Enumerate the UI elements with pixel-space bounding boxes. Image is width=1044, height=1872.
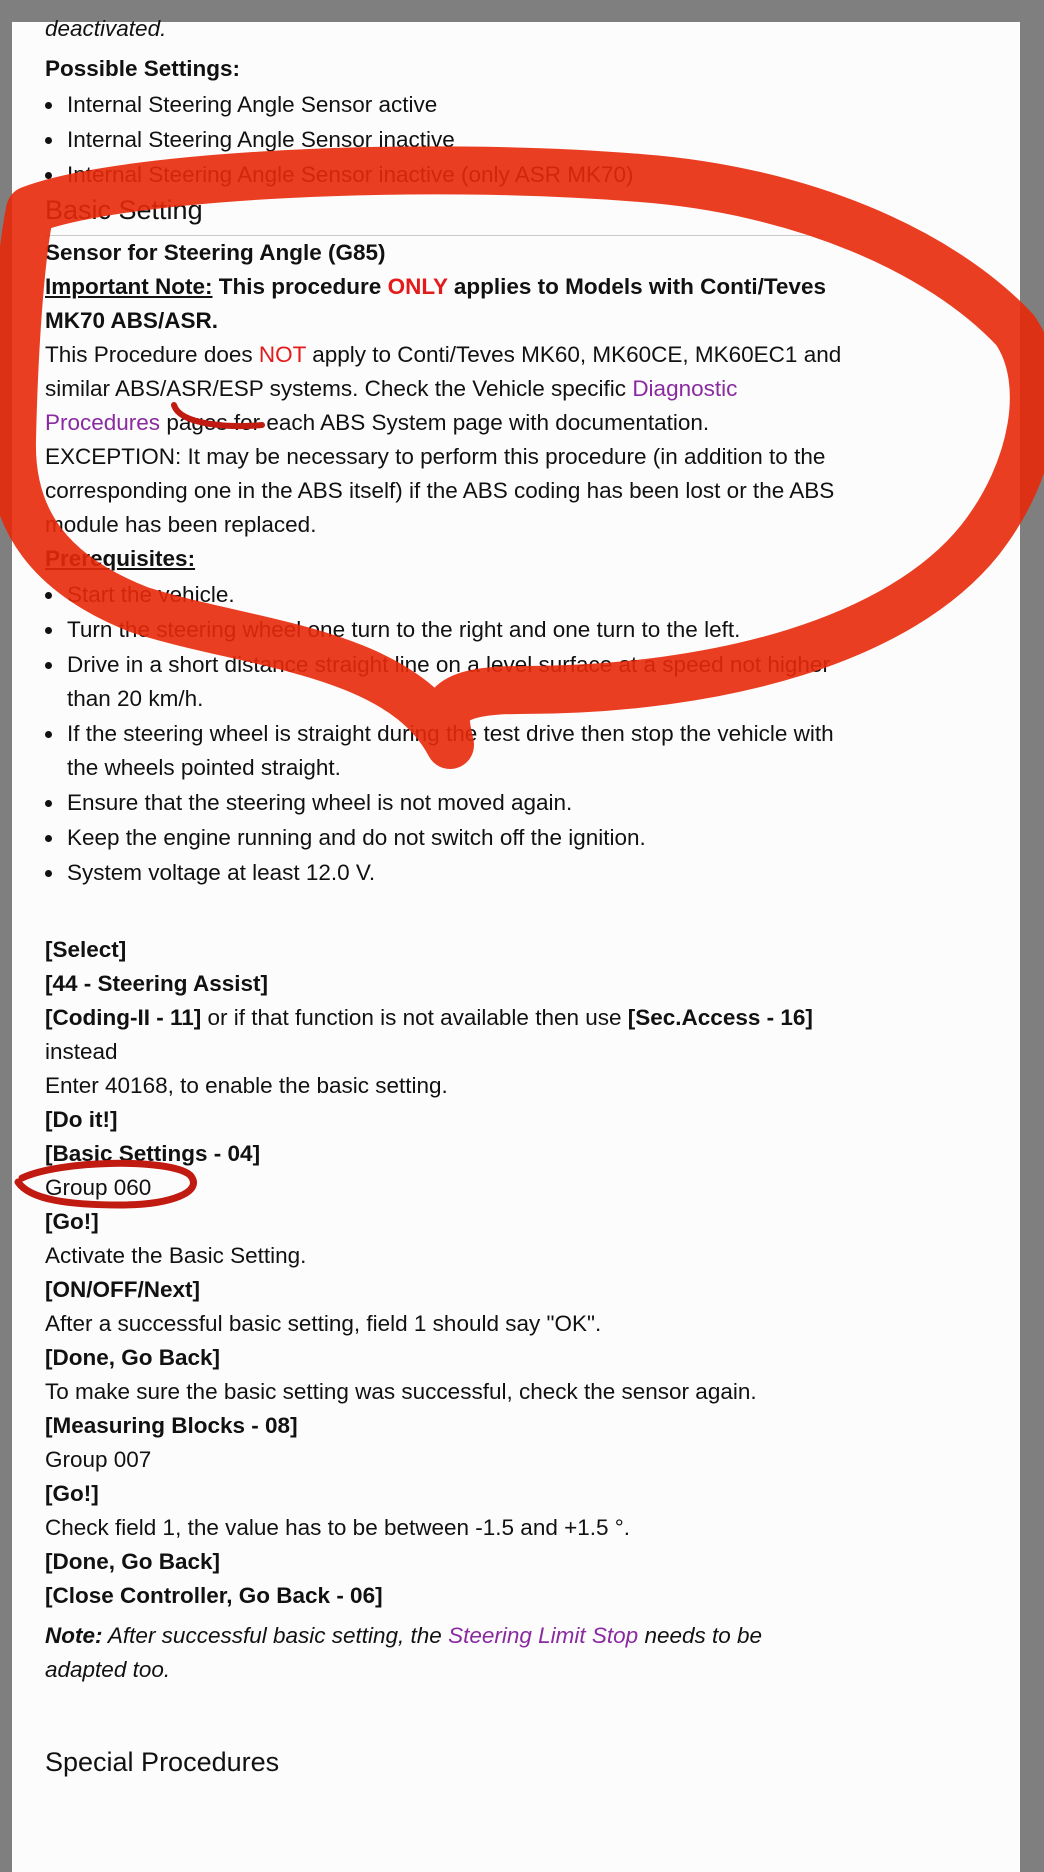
step-group-007: Group 007 [45,1447,152,1472]
diagnostic-procedures-link[interactable]: Diagnostic Procedures [45,376,738,435]
section-heading-special-procedures: Special Procedures [45,1747,280,1777]
step-done-go-back: [Done, Go Back] [45,1549,221,1574]
important-note [45,270,845,338]
sensor-heading: Sensor for Steering Angle (G85) [45,240,386,265]
list-item: Start the vehicle. [45,578,845,612]
important-note-text-2: applies to Models with Conti/Teves MK70 ABS/ASR. [45,274,826,333]
possible-settings-label: Possible Settings: [45,56,241,81]
step-enter-code: Enter 40168, to enable the basic setting. [45,1073,448,1098]
coding-end: instead [45,1039,118,1064]
step-basic-settings: [Basic Settings - 04] [45,1141,261,1166]
step-select: [Select] [45,937,127,962]
list-item: System voltage at least 12.0 V. [45,856,845,890]
possible-settings-list [45,88,845,192]
list-item: Ensure that the steering wheel is not moved again. [45,786,845,820]
step-group-060: Group 060 [45,1175,152,1200]
list-item: Internal Steering Angle Sensor inactive [45,123,845,157]
note-text: After successful basic setting, the [102,1623,449,1648]
step-coding [45,1001,845,1069]
paragraph-text: apply to Conti/Teves MK60, MK60CE, MK60EC1 and similar ABS/ASR/ESP systems. Check the Vehicle specific [45,342,842,401]
prerequisites-list [45,578,845,890]
step-steering-assist: [44 - Steering Assist] [45,971,268,996]
paragraph-text: pages for each ABS System page with documentation. [160,410,710,435]
list-item: Keep the engine running and do not switch off the ignition. [45,821,845,855]
important-note-text-1: This procedure [218,274,388,299]
coding-label: [Coding-II - 11] [45,1005,202,1030]
note-text: needs to be adapted too. [45,1623,763,1682]
step-after-success: After a successful basic setting, field 1 should say "OK". [45,1311,602,1336]
step-check-field: Check field 1, the value has to be between -1.5 and +1.5 °. [45,1515,631,1540]
list-item: Turn the steering wheel one turn to the right and one turn to the left. [45,613,845,647]
paragraph-text: This Procedure does [45,342,259,367]
step-activate: Activate the Basic Setting. [45,1243,307,1268]
note-paragraph [45,1619,845,1687]
list-item: Internal Steering Angle Sensor active [45,88,845,122]
document-content [45,12,845,1787]
step-done-go-back: [Done, Go Back] [45,1345,221,1370]
steering-limit-stop-link[interactable]: Steering Limit Stop [448,1623,639,1648]
step-go: [Go!] [45,1209,99,1234]
step-close-controller: [Close Controller, Go Back - 06] [45,1583,383,1608]
document-page [12,16,1020,1872]
section-heading-basic-setting: Basic Setting [45,193,825,236]
list-item: If the steering wheel is straight during the test drive then stop the vehicle with the wheels pointed straight. [45,717,845,785]
step-do-it: [Do it!] [45,1107,118,1132]
step-make-sure: To make sure the basic setting was successful, check the sensor again. [45,1379,757,1404]
list-item: Internal Steering Angle Sensor inactive (only ASR MK70) [45,158,845,192]
only-emphasis: ONLY [387,274,448,299]
prerequisites-label: Prerequisites: [45,546,196,571]
sec-access-label: [Sec.Access - 16] [627,1005,813,1030]
step-measuring-blocks: [Measuring Blocks - 08] [45,1413,298,1438]
note-label: Note: [45,1623,103,1648]
step-go: [Go!] [45,1481,99,1506]
step-on-off-next: [ON/OFF/Next] [45,1277,200,1302]
important-note-label: Important Note: [45,274,213,299]
coding-mid: or if that function is not available then use [201,1005,628,1030]
list-item: Drive in a short distance straight line on a level surface at a speed not higher than 20 km/h. [45,648,845,716]
exception-paragraph: EXCEPTION: It may be necessary to perform this procedure (in addition to the corresponding one in the ABS itself) if the ABS coding has been lost or the ABS module has been replaced. [45,444,835,537]
deactivated-text: deactivated. [45,16,167,41]
not-emphasis: NOT [258,342,306,367]
procedure-paragraph [45,338,845,440]
